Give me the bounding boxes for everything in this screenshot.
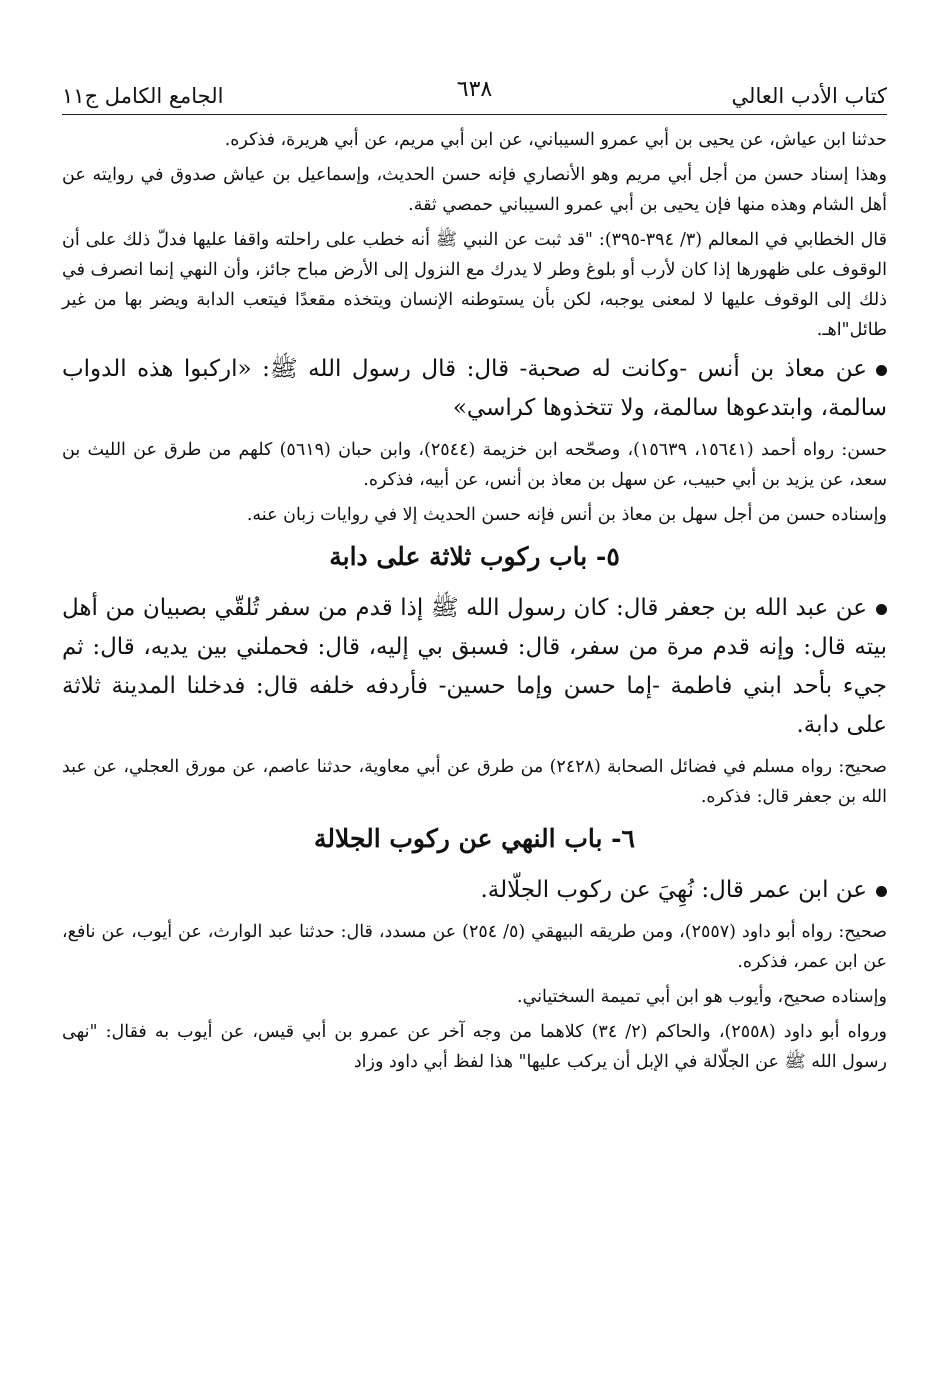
hadith-text bbox=[62, 871, 887, 910]
paragraph: حسن: رواه أحمد (١٥٦٤١، ١٥٦٣٩)، وصحّحه ابن خزيمة (٢٥٤٤)، وابن حبان (٥٦١٩) كلهم من طرق عن الليث بن سعد، عن يزيد بن أبي حبيب، عن سهل بن معاذ بن أنس، عن أبيه، فذكره. bbox=[62, 440, 888, 490]
paragraph: وإسناده صحيح، وأيوب هو ابن أبي تميمة السختياني. bbox=[517, 987, 887, 1007]
hadith-body: عن معاذ بن أنس -وكانت له صحبة- قال: قال رسول الله ﷺ: «اركبوا هذه الدواب سالمة، وابتدعوها سالمة، ولا تتخذوها كراسي» bbox=[62, 356, 887, 421]
chapter-heading: ٥- باب ركوب ثلاثة على دابة bbox=[329, 542, 620, 571]
page-number: ٦٣٨ bbox=[456, 77, 493, 102]
hadith-text bbox=[62, 589, 887, 745]
paragraph: ورواه أبو داود (٢٥٥٨)، والحاكم (٢/ ٣٤) كلاهما من وجه آخر عن عمرو بن أبي قيس، عن أيوب به فقال: "نهى رسول الله ﷺ عن الجلّالة في الإبل أن يركب عليها" هذا لفظ أبي داود وزاد bbox=[62, 1022, 887, 1072]
paragraph: صحيح: رواه أبو داود (٢٥٥٧)، ومن طريقه البيهقي (٥/ ٢٥٤) عن مسدد، قال: حدثنا عبد الوارث، عن أيوب، عن نافع، عن ابن عمر، فذكره. bbox=[62, 922, 887, 972]
hadith-body: عن عبد الله بن جعفر قال: كان رسول الله ﷺ إذا قدم من سفر تُلقّي بصبيان من أهل بيته قال: وإنه قدم مرة من سفر، قال: فسبق بي إليه، قال: فحملني بين يديه، قال: ثم جيء بأحد ابني فاطمة -إما حسن وإما حسين- فأردفه خلفه قال: فدخلنا المدينة ثلاثة على دابة. bbox=[62, 595, 887, 738]
paragraph: قال الخطابي في المعالم (٣/ ٣٩٤-٣٩٥): "قد ثبت عن النبي ﷺ أنه خطب على راحلته واقفا عليها فدلّ ذلك على أن الوقوف على ظهورها إذا كان لأرب أو بلوغ وطر لا يدرك مع النزول إلى الأرض مباح جائز، وأن النهي إنما انصرف في ذلك إلى الوقوف عليها لا لمعنى يوجبه، لكن بأن يستوطنه الإنسان ويتخذه مقعدًا فيتعب الدابة ويضر بها من غير طائل"اهـ. bbox=[62, 230, 887, 340]
bullet-icon bbox=[876, 604, 887, 615]
bullet-icon bbox=[876, 886, 887, 897]
paragraph: وهذا إسناد حسن من أجل أبي مريم وهو الأنصاري فإنه حسن الحديث، وإسماعيل بن عياش صدوق في روايته عن أهل الشام وهذه منها فإن يحيى بن أبي عمرو السيباني حمصي ثقة. bbox=[62, 165, 887, 215]
bullet-icon bbox=[876, 365, 887, 376]
paragraph: صحيح: رواه مسلم في فضائل الصحابة (٢٤٢٨) من طرق عن أبي معاوية، حدثنا عاصم، عن مورق العجلي، عن عبد الله بن جعفر قال: فذكره. bbox=[62, 757, 887, 807]
hadith-text bbox=[62, 350, 887, 428]
hadith-body: عن ابن عمر قال: نُهِيَ عن ركوب الجلّالة. bbox=[480, 877, 867, 903]
page-body bbox=[62, 125, 887, 1082]
volume-title: الجامع الكامل ج١١ bbox=[62, 84, 224, 108]
paragraph: وإسناده حسن من أجل سهل بن معاذ بن أنس فإنه حسن الحديث إلا في روايات زبان عنه. bbox=[246, 505, 887, 525]
running-header bbox=[62, 58, 887, 115]
book-title: كتاب الأدب العالي bbox=[731, 84, 887, 108]
paragraph: حدثنا ابن عياش، عن يحيى بن أبي عمرو السيباني، عن ابن أبي مريم، عن أبي هريرة، فذكره. bbox=[224, 130, 887, 150]
chapter-heading: ٦- باب النهي عن ركوب الجلالة bbox=[314, 824, 635, 853]
